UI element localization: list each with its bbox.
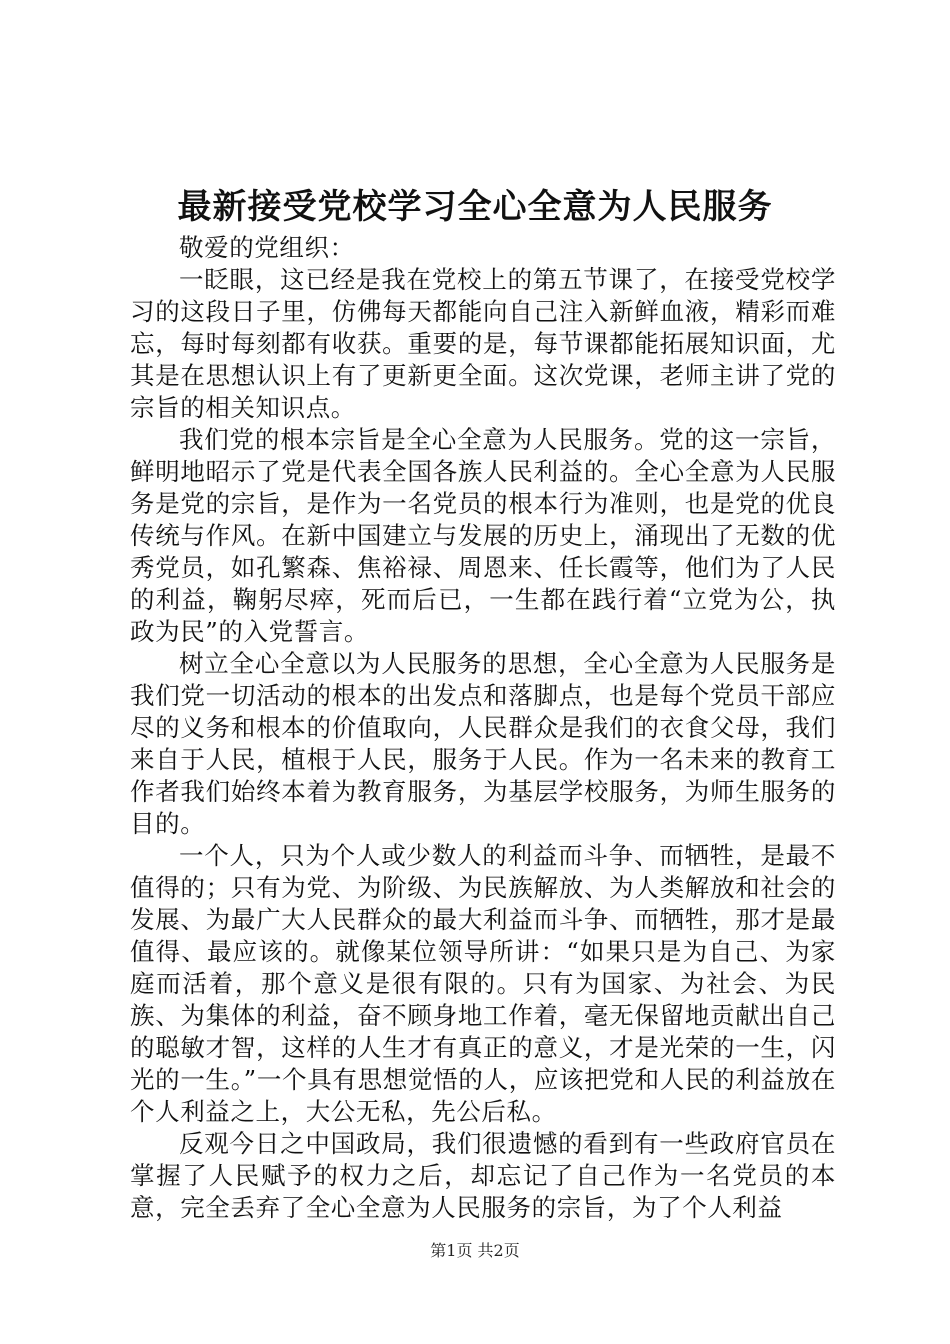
- paragraph-4: 一个人，只为个人或少数人的利益而斗争、而牺牲，是最不值得的；只有为党、为阶级、为民族解放、为人类解放和社会的发展、为最广大人民群众的最大利益而斗争、而牺牲，那才是最值得、最应该的。就像某位领导所讲：“如果只是为自己、为家庭而活着，那个意义是很有限的。只有为国家、为社会、为民族、为集体的利益，奋不顾身地工作着，毫无保留地贡献出自己的聪敏才智，这样的人生才有真正的意义，才是光荣的一生，闪光的一生。”一个具有思想觉悟的人，应该把党和人民的利益放在个人利益之上，大公无私，先公后私。: [130, 841, 836, 1126]
- document-body: [130, 232, 836, 1224]
- paragraph-3: 树立全心全意以为人民服务的思想，全心全意为人民服务是我们党一切活动的根本的出发点和落脚点，也是每个党员干部应尽的义务和根本的价值取向，人民群众是我们的衣食父母，我们来自于人民，植根于人民，服务于人民。作为一名未来的教育工作者我们始终本着为教育服务，为基层学校服务，为师生服务的目的。: [130, 649, 836, 838]
- paragraph-5: 反观今日之中国政局，我们很遗憾的看到有一些政府官员在掌握了人民赋予的权力之后，却忘记了自己作为一名党员的本意，完全丢弃了全心全意为人民服务的宗旨，为了个人利益: [130, 1129, 836, 1222]
- document-title: 最新接受党校学习全心全意为人民服务: [177, 187, 773, 227]
- salutation: 敬爱的党组织：: [179, 233, 355, 262]
- page-number-footer: 第1页 共2页: [430, 1241, 520, 1260]
- paragraph-1: 一眨眼，这已经是我在党校上的第五节课了，在接受党校学习的这段日子里，仿佛每天都能向自己注入新鲜血液，精彩而难忘，每时每刻都有收获。重要的是，每节课都能拓展知识面，尤其是在思想认识上有了更新更全面。这次党课，老师主讲了党的宗旨的相关知识点。: [130, 265, 836, 422]
- paragraph-2: 我们党的根本宗旨是全心全意为人民服务。党的这一宗旨，鲜明地昭示了党是代表全国各族人民利益的。全心全意为人民服务是党的宗旨，是作为一名党员的根本行为准则，也是党的优良传统与作风。在新中国建立与发展的历史上，涌现出了无数的优秀党员，如孔繁森、焦裕禄、周恩来、任长霞等，他们为了人民的利益，鞠躬尽瘁，死而后已，一生都在践行着“立党为公，执政为民”的入党誓言。: [130, 425, 836, 646]
